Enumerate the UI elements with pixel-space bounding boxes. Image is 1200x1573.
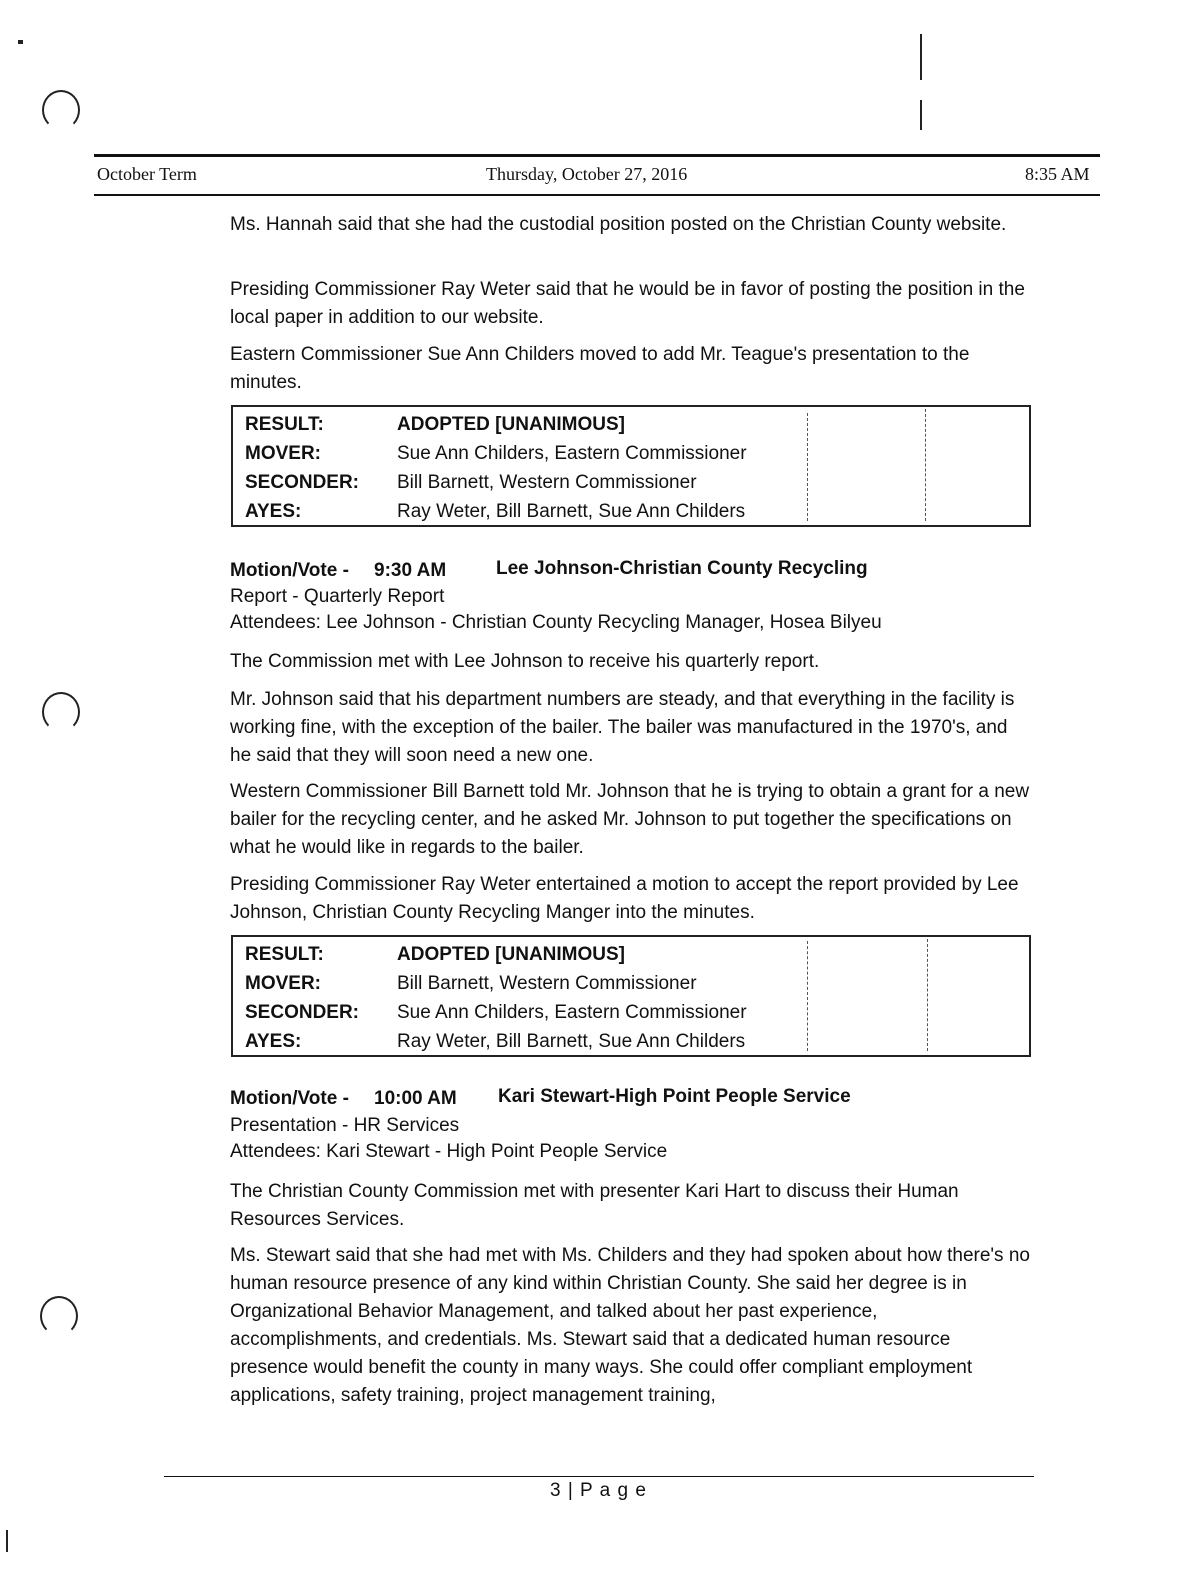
header-date: Thursday, October 27, 2016: [486, 164, 688, 184]
motion-title: Kari Stewart-High Point People Service: [498, 1086, 851, 1107]
vote-label: SECONDER:: [245, 472, 360, 493]
vote-value: ADOPTED [UNANIMOUS]: [397, 414, 625, 435]
vote-value: Ray Weter, Bill Barnett, Sue Ann Childers: [397, 1031, 746, 1052]
paragraph-accept-report: Presiding Commissioner Ray Weter entertained a motion to accept the report provided by Lee Johnson, Christian County Recycling Manger into the minutes.: [230, 874, 1019, 923]
punch-hole-middle: [42, 692, 80, 732]
motion-report: Report - Quarterly Report: [230, 586, 445, 607]
paragraph-hr-presence: Ms. Stewart said that she had met with Ms. Childers and they had spoken about how there's no human resource presence of any kind within Christian County. She said her degree is in Organizational Behavior Management, and talked about her past experience, accomplishments, and credentials. Ms. Stewart said that a dedicated human resource presence would benefit the county in many ways. She could offer compliant employment applications, safety training, project management training,: [230, 1245, 1030, 1406]
vote-label: AYES:: [245, 1031, 302, 1052]
vote-value: Sue Ann Childers, Eastern Commissioner: [397, 443, 747, 464]
vote-divider: [807, 941, 808, 1051]
vote-label: AYES:: [245, 501, 302, 522]
vote-value: Ray Weter, Bill Barnett, Sue Ann Childers: [397, 501, 746, 522]
paragraph-posting-paper: Presiding Commissioner Ray Weter said that he would be in favor of posting the position in the local paper in addition to our website.: [230, 279, 1025, 328]
punch-hole-top: [42, 90, 80, 130]
motion-time: 10:00 AM: [374, 1088, 457, 1109]
page-number: 3 | P a g e: [550, 1480, 647, 1501]
scan-speck: [18, 40, 23, 44]
vote-value: Sue Ann Childers, Eastern Commissioner: [397, 1002, 747, 1023]
vote-value: Bill Barnett, Western Commissioner: [397, 472, 697, 493]
paragraph-quarterly-report: The Commission met with Lee Johnson to receive his quarterly report.: [230, 651, 820, 672]
vote-label: RESULT:: [245, 414, 324, 435]
vote-label: MOVER:: [245, 973, 321, 994]
header-top-rule: [94, 154, 1100, 157]
header-term: October Term: [97, 164, 197, 184]
header-time: 8:35 AM: [1025, 164, 1090, 184]
paragraph-teague-motion: Eastern Commissioner Sue Ann Childers moved to add Mr. Teague's presentation to the minutes.: [230, 344, 970, 393]
vote-value: Bill Barnett, Western Commissioner: [397, 973, 697, 994]
scan-line-right-mid: [920, 100, 922, 130]
vote-divider: [925, 409, 926, 521]
motion-time: 9:30 AM: [374, 560, 447, 581]
motion-attendees: Attendees: Lee Johnson - Christian County Recycling Manager, Hosea Bilyeu: [230, 612, 882, 633]
vote-table-teague: [231, 405, 1031, 527]
punch-hole-bottom: [40, 1296, 78, 1336]
motion-prefix: Motion/Vote -: [230, 560, 349, 581]
scan-line-right-top: [920, 34, 922, 80]
paragraph-custodial-posting: Ms. Hannah said that she had the custodial position posted on the Christian County website.: [230, 214, 1007, 235]
vote-divider: [807, 413, 808, 521]
motion-title: Lee Johnson-Christian County Recycling: [496, 558, 868, 579]
vote-label: SECONDER:: [245, 1002, 360, 1023]
motion-attendees: Attendees: Kari Stewart - High Point People Service: [230, 1141, 668, 1162]
motion-prefix: Motion/Vote -: [230, 1088, 349, 1109]
vote-divider: [927, 939, 928, 1051]
vote-label: RESULT:: [245, 944, 324, 965]
footer-rule: [164, 1476, 1034, 1477]
paragraph-hr-meeting: The Christian County Commission met with presenter Kari Hart to discuss their Human Resources Services.: [230, 1181, 959, 1230]
motion-report: Presentation - HR Services: [230, 1115, 460, 1136]
vote-table-recycling: [231, 935, 1031, 1057]
vote-label: MOVER:: [245, 443, 321, 464]
vote-value: ADOPTED [UNANIMOUS]: [397, 944, 625, 965]
paragraph-bailer: Mr. Johnson said that his department numbers are steady, and that everything in the facility is working fine, with the exception of the bailer. The bailer was manufactured in the 1970's, and he said that they will soon need a new one.: [230, 689, 1015, 766]
header-bottom-rule: [94, 194, 1100, 196]
paragraph-grant: Western Commissioner Bill Barnett told Mr. Johnson that he is trying to obtain a grant for a new bailer for the recycling center, and he asked Mr. Johnson to put together the specifications on what he would like in regards to the bailer.: [230, 781, 1030, 858]
scan-line-left-bottom: [6, 1530, 8, 1552]
